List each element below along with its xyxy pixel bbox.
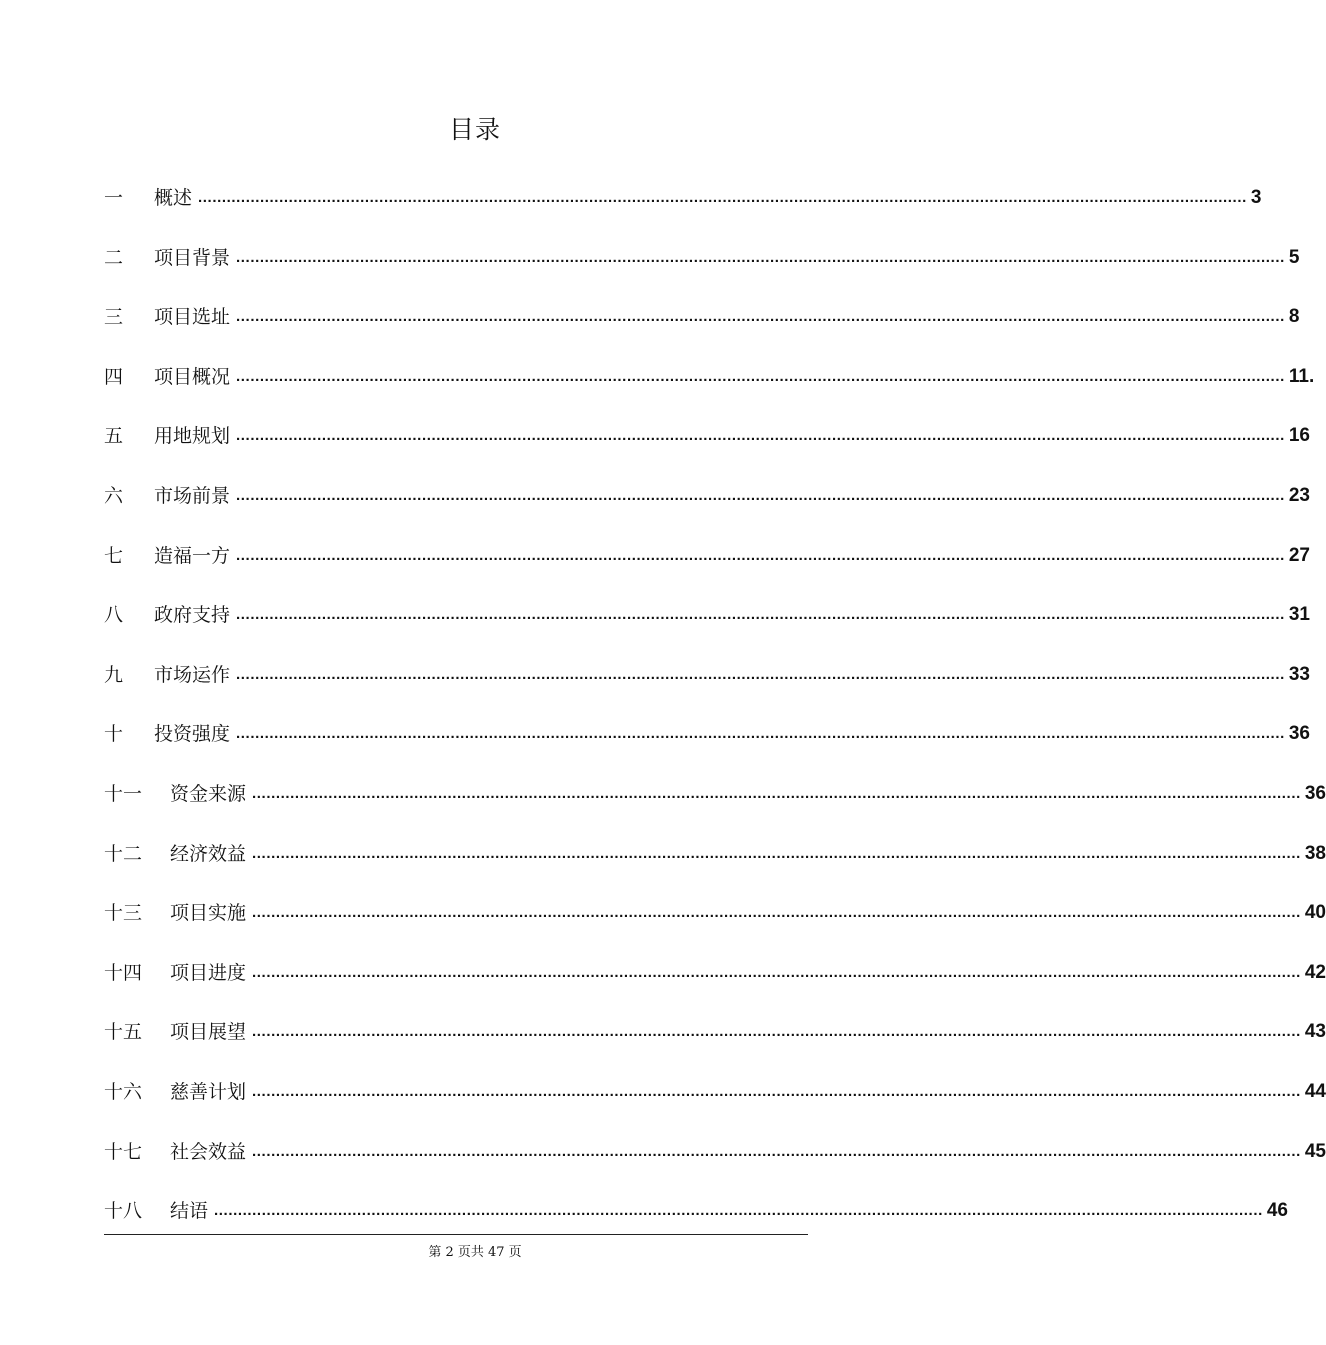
- table-of-contents: [104, 172, 1326, 1232]
- toc-dot-leader: ............................................................................................................................................................................................................................: [236, 487, 1285, 504]
- toc-entry[interactable]: [104, 708, 1310, 748]
- toc-entry-number: 十七: [104, 1140, 143, 1163]
- toc-entry[interactable]: [104, 768, 1326, 808]
- toc-dot-leader: ............................................................................................................................................................................................................................: [252, 904, 1301, 922]
- toc-entry-title: 用地规划: [154, 425, 231, 448]
- toc-entry-page-number: 33: [1288, 663, 1310, 685]
- toc-entry[interactable]: [104, 291, 1300, 331]
- toc-entry-title: 资金来源: [170, 783, 247, 805]
- toc-entry-title: 项目概况: [154, 365, 231, 388]
- toc-dot-leader: ............................................................................................................................................................................................................................: [252, 844, 1301, 862]
- toc-entry-page-number: 46: [1266, 1200, 1288, 1222]
- toc-entry-page-number: 23: [1288, 485, 1310, 506]
- toc-entry-page-number: 3: [1250, 187, 1262, 208]
- toc-entry-page-number: 44: [1304, 1081, 1326, 1102]
- toc-dot-leader: ............................................................................................................................................................................................................................: [236, 427, 1285, 445]
- toc-entry-number: 二: [104, 246, 124, 269]
- toc-entry-page-number: 31: [1288, 604, 1310, 626]
- toc-entry[interactable]: [104, 1185, 1288, 1225]
- toc-entry[interactable]: [104, 172, 1262, 212]
- toc-entry[interactable]: [104, 887, 1326, 927]
- toc-entry-title: 项目进度: [170, 961, 247, 984]
- toc-entry-title: 项目选址: [154, 306, 231, 329]
- toc-entry[interactable]: [104, 1066, 1326, 1106]
- toc-entry[interactable]: [104, 232, 1300, 272]
- toc-dot-leader: ............................................................................................................................................................................................................................: [252, 1023, 1301, 1041]
- toc-entry-title: 社会效益: [170, 1140, 247, 1163]
- toc-entry-title: 项目展望: [170, 1021, 247, 1044]
- toc-dot-leader: ............................................................................................................................................................................................................................: [252, 1083, 1301, 1100]
- toc-entry[interactable]: [104, 947, 1326, 987]
- toc-entry-number: 十六: [104, 1081, 143, 1103]
- toc-entry-title: 慈善计划: [170, 1081, 247, 1103]
- toc-dot-leader: ............................................................................................................................................................................................................................: [236, 725, 1285, 743]
- toc-entry-title: 造福一方: [154, 544, 231, 567]
- toc-dot-leader: ............................................................................................................................................................................................................................: [236, 308, 1285, 326]
- toc-dot-leader: ............................................................................................................................................................................................................................: [252, 785, 1301, 802]
- toc-entry-number: 九: [104, 663, 124, 686]
- toc-entry[interactable]: [104, 351, 1315, 391]
- toc-entry[interactable]: [104, 1126, 1326, 1166]
- toc-entry-page-number: 36: [1288, 723, 1310, 745]
- toc-entry-number: 十二: [104, 842, 143, 865]
- page-footer: 第 2 页共 47 页: [428, 1245, 522, 1260]
- toc-entry-number: 八: [104, 604, 124, 627]
- toc-entry-title: 项目背景: [154, 246, 231, 269]
- toc-dot-leader: ............................................................................................................................................................................................................................: [252, 963, 1301, 981]
- toc-dot-leader: ............................................................................................................................................................................................................................: [252, 1142, 1301, 1160]
- toc-entry-title: 市场前景: [154, 485, 231, 507]
- footer-divider: [104, 1234, 808, 1235]
- toc-dot-leader: ............................................................................................................................................................................................................................: [236, 367, 1285, 385]
- toc-entry[interactable]: [104, 828, 1326, 868]
- toc-entry-number: 十一: [104, 783, 143, 805]
- toc-entry-page-number: 5: [1288, 246, 1300, 268]
- toc-entry[interactable]: [104, 589, 1310, 629]
- toc-entry-number: 六: [104, 485, 124, 507]
- toc-entry-title: 政府支持: [154, 604, 231, 627]
- toc-entry-number: 七: [104, 544, 124, 567]
- toc-entry-title: 投资强度: [154, 723, 231, 746]
- toc-entry-number: 四: [104, 365, 124, 388]
- toc-entry[interactable]: [104, 530, 1310, 570]
- toc-entry-page-number: 11.: [1288, 365, 1315, 387]
- toc-entry-title: 经济效益: [170, 842, 247, 865]
- toc-entry-number: 三: [104, 306, 124, 329]
- toc-entry-page-number: 40: [1304, 902, 1326, 924]
- toc-entry[interactable]: [104, 470, 1310, 510]
- toc-entry-number: 十四: [104, 961, 143, 984]
- toc-entry-page-number: 27: [1288, 544, 1310, 566]
- toc-entry-page-number: 8: [1288, 306, 1300, 328]
- toc-entry-number: 十八: [104, 1200, 143, 1223]
- toc-dot-leader: ............................................................................................................................................................................................................................: [214, 1202, 1263, 1220]
- toc-dot-leader: ............................................................................................................................................................................................................................: [236, 248, 1285, 266]
- toc-entry[interactable]: [104, 410, 1310, 450]
- toc-entry-title: 概述: [154, 187, 193, 209]
- toc-entry-page-number: 16: [1288, 425, 1310, 447]
- toc-dot-leader: ............................................................................................................................................................................................................................: [236, 546, 1285, 564]
- toc-entry-title: 项目实施: [170, 902, 247, 925]
- toc-entry[interactable]: [104, 649, 1310, 689]
- toc-entry-number: 十五: [104, 1021, 143, 1044]
- toc-entry-page-number: 43: [1304, 1021, 1326, 1043]
- toc-entry-page-number: 36: [1304, 783, 1326, 804]
- toc-entry-title: 市场运作: [154, 663, 231, 686]
- toc-entry-number: 十: [104, 723, 124, 746]
- toc-entry-title: 结语: [170, 1200, 209, 1223]
- toc-entry-number: 一: [104, 187, 124, 209]
- page-title: 目录: [448, 115, 501, 144]
- toc-entry-page-number: 45: [1304, 1140, 1326, 1162]
- toc-entry[interactable]: [104, 1006, 1326, 1046]
- toc-dot-leader: ............................................................................................................................................................................................................................: [236, 606, 1285, 624]
- toc-entry-page-number: 38: [1304, 842, 1326, 864]
- toc-entry-number: 十三: [104, 902, 143, 925]
- toc-dot-leader: ............................................................................................................................................................................................................................: [236, 665, 1285, 683]
- toc-entry-number: 五: [104, 425, 124, 448]
- toc-entry-page-number: 42: [1304, 961, 1326, 983]
- toc-dot-leader: ............................................................................................................................................................................................................................: [198, 189, 1247, 206]
